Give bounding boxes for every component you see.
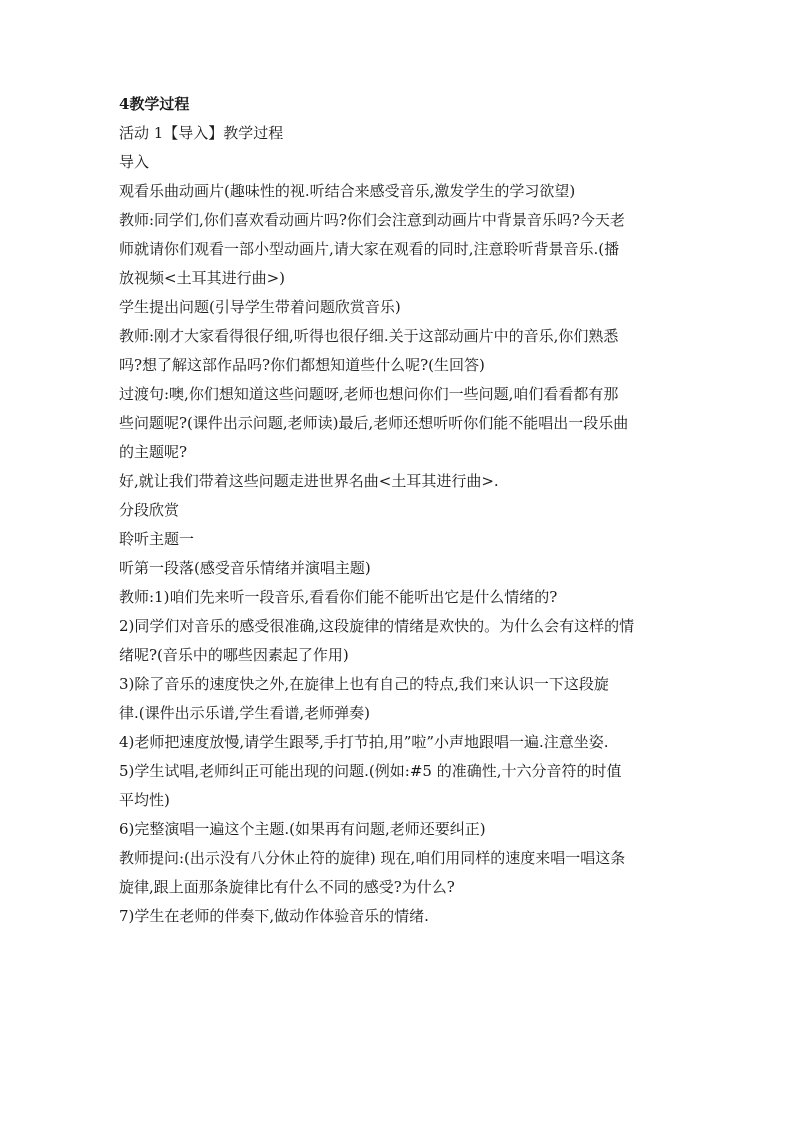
paragraph-line: 4)老师把速度放慢,请学生跟琴,手打节拍,用”啦”小声地跟唱一遍.注意坐姿. <box>119 733 609 751</box>
paragraph-line: 5)学生试唱,老师纠正可能出现的问题.(例如:#5 的准确性,十六分音符的时值 <box>119 762 622 780</box>
paragraph-line: 7)学生在老师的伴奏下,做动作体验音乐的情绪. <box>119 907 429 925</box>
paragraph-line: 放视频<土耳其进行曲>) <box>119 269 285 287</box>
paragraph-line: 教师提问:(出示没有八分休止符的旋律) 现在,咱们用同样的速度来唱一唱这条 <box>119 849 626 867</box>
paragraph-line: 学生提出问题(引导学生带着问题欣赏音乐) <box>119 298 401 316</box>
document-body <box>119 90 684 931</box>
paragraph-line: 导入 <box>119 153 150 171</box>
paragraph-line: 分段欣赏 <box>119 501 180 519</box>
paragraph-line: 教师:刚才大家看得很仔细,听得也很仔细.关于这部动画片中的音乐,你们熟悉 <box>119 327 619 345</box>
paragraph-line: 聆听主题一 <box>119 530 195 548</box>
paragraph-line: 吗?想了解这部作品吗?你们都想知道些什么呢?(生回答) <box>119 356 485 374</box>
paragraph-line: 绪呢?(音乐中的哪些因素起了作用) <box>119 646 349 664</box>
paragraph-line: 律.(课件出示乐谱,学生看谱,老师弹奏) <box>119 704 371 722</box>
paragraph-line: 好,就让我们带着这些问题走进世界名曲<土耳其进行曲>. <box>119 472 499 490</box>
paragraph-line: 过渡句:噢,你们想知道这些问题呀,老师也想问你们一些问题,咱们看看都有那 <box>119 385 619 403</box>
paragraph-line: 观看乐曲动画片(趣味性的视.听结合来感受音乐,激发学生的学习欲望) <box>119 182 576 200</box>
paragraph-line: 师就请你们观看一部小型动画片,请大家在观看的同时,注意聆听背景音乐.(播 <box>119 240 620 258</box>
paragraph-line: 教师:同学们,你们喜欢看动画片吗?你们会注意到动画片中背景音乐吗?今天老 <box>119 211 625 229</box>
section-heading: 4教学过程 <box>119 95 190 113</box>
paragraph-line: 2)同学们对音乐的感受很准确,这段旋律的情绪是欢快的。为什么会有这样的情 <box>119 617 635 635</box>
paragraph-line: 听第一段落(感受音乐情绪并演唱主题) <box>119 559 371 577</box>
paragraph-line: 3)除了音乐的速度快之外,在旋律上也有自己的特点,我们来认识一下这段旋 <box>119 675 609 693</box>
paragraph-line: 6)完整演唱一遍这个主题.(如果再有问题,老师还要纠正) <box>119 820 486 838</box>
paragraph-line: 旋律,跟上面那条旋律比有什么不同的感受?为什么? <box>119 878 455 896</box>
paragraph-line: 活动 1【导入】教学过程 <box>119 124 284 142</box>
paragraph-line: 的主题呢? <box>119 443 188 461</box>
paragraph-line: 教师:1)咱们先来听一段音乐,看看你们能不能听出它是什么情绪的? <box>119 588 558 606</box>
paragraph-line: 些问题呢?(课件出示问题,老师读)最后,老师还想听听你们能不能唱出一段乐曲 <box>119 414 629 432</box>
paragraph-line: 平均性) <box>119 791 170 809</box>
